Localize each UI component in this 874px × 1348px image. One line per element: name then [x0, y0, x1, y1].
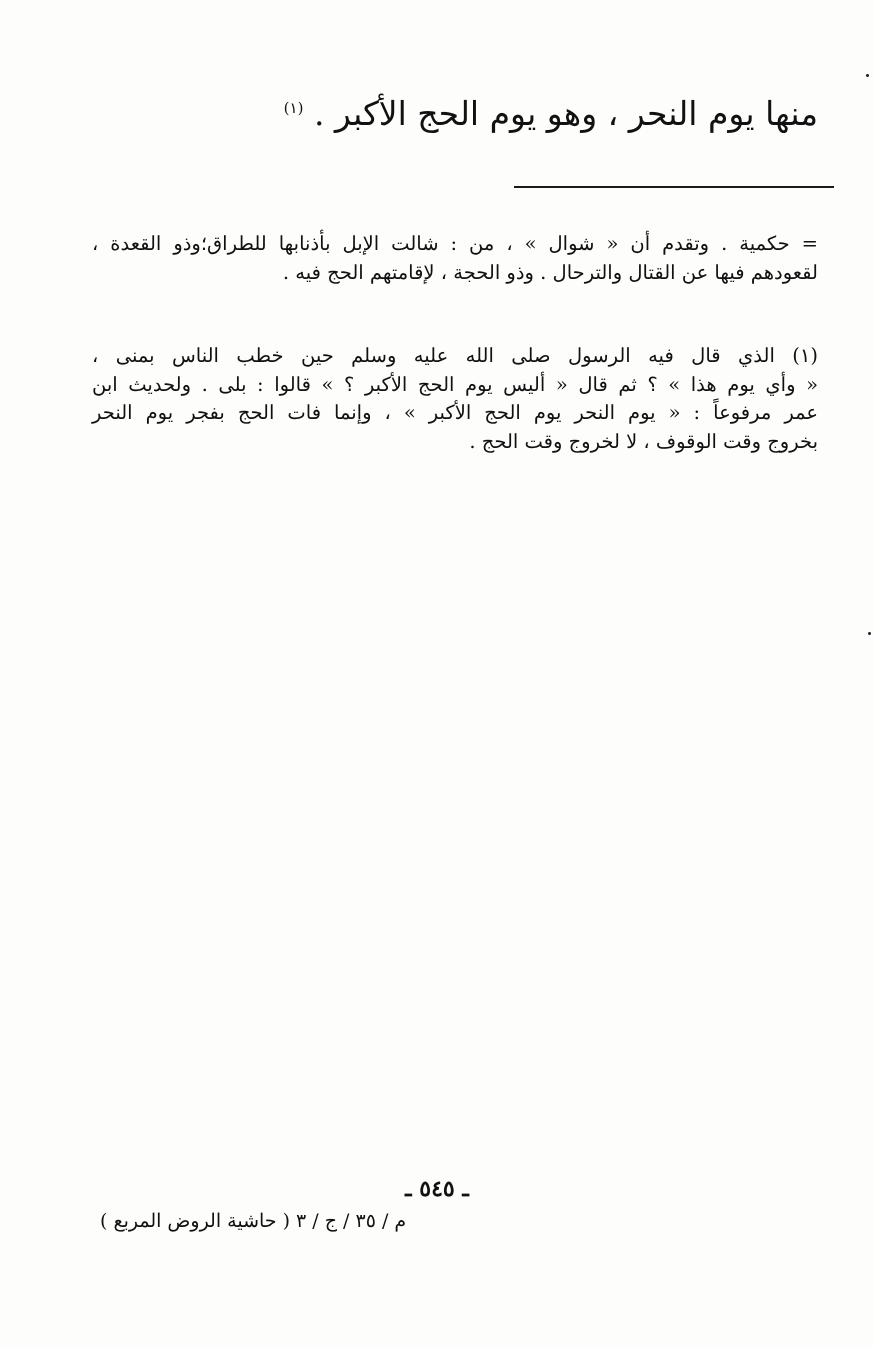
- scan-speck: [866, 74, 869, 77]
- scan-speck: [868, 632, 871, 635]
- footnote-continuation: [92, 230, 818, 287]
- footnote-separator: [514, 186, 834, 188]
- footnote-1: [92, 342, 818, 456]
- main-text-line: [118, 88, 818, 140]
- footnote-line: عمر مرفوعاً : « يوم النحر يوم الحج الأكبر » ، وإنما فات الحج بفجر يوم النحر: [92, 401, 818, 424]
- footnote-line: « وأي يوم هذا » ؟ ثم قال « أليس يوم الحج الأكبر ؟ » قالوا : بلى . ولحديث ابن: [92, 372, 818, 396]
- footnote-line: بخروج وقت الوقوف ، لا لخروج وقت الحج .: [469, 429, 818, 453]
- printer-signature: م / ٣٥ / ج / ٣ ( حاشية الروض المربع ): [100, 1210, 407, 1232]
- page-number: ـ ٥٤٥ ـ: [405, 1176, 469, 1202]
- main-text: منها يوم النحر ، وهو يوم الحج الأكبر .: [313, 94, 818, 133]
- footnote-marker: (١): [283, 99, 304, 117]
- footnote-line: (١) الذي قال فيه الرسول صلى الله عليه وسلم حين خطب الناس بمنى ،: [92, 344, 818, 367]
- footnote-line: لقعودهم فيها عن القتال والترحال . وذو الحجة ، لإقامتهم الحج فيه .: [282, 260, 818, 284]
- footnote-line: = حكمية . وتقدم أن « شوال » ، من : شالت الإبل بأذنابها للطراق؛وذو القعدة ،: [92, 232, 818, 255]
